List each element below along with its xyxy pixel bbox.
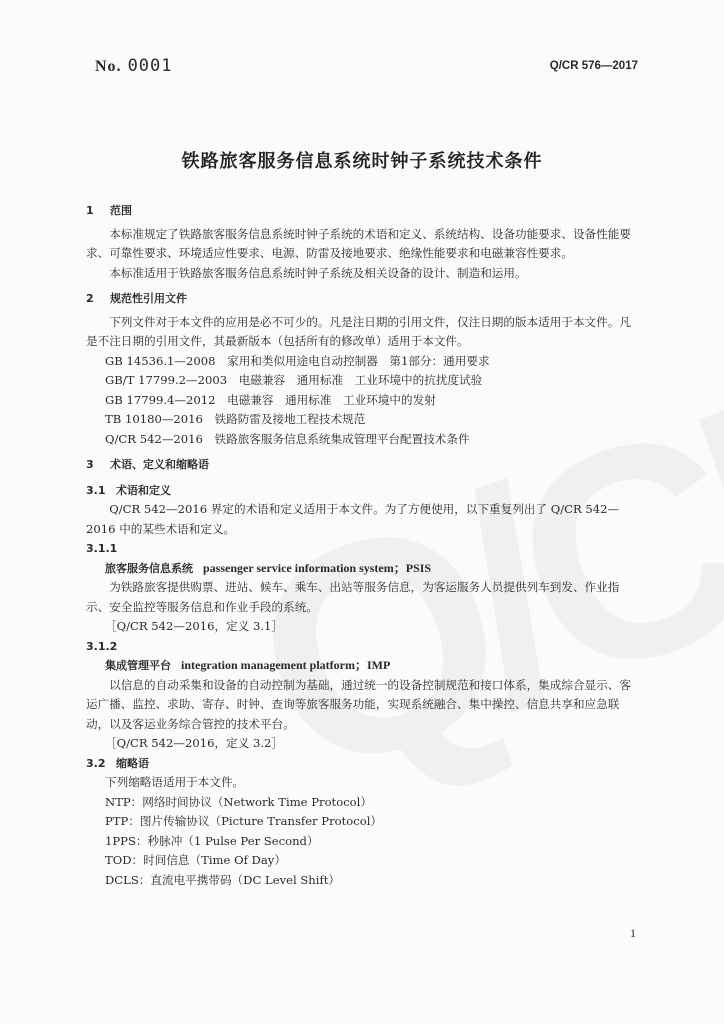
reference-item: GB 17799.4—2012 电磁兼容 通用标准 工业环境中的发射 xyxy=(105,392,436,407)
standard-code: Q/CR 576—2017 xyxy=(549,60,638,72)
abbreviation-item: DCLS：直流电平携带码（DC Level Shift） xyxy=(105,872,341,887)
section-heading-1 xyxy=(86,201,641,221)
term-definition: 为铁路旅客提供购票、进站、候车、乘车、出站等服务信息，为客运服务人员提供列车到发、作业指示、安全监控等服务信息和作业手段的系统。 xyxy=(86,580,620,614)
document-number-value: 0001 xyxy=(127,56,173,76)
page-number: 1 xyxy=(630,926,636,940)
term-number: 3.1.1 xyxy=(86,542,118,555)
abbreviation-item: 1PPS：秒脉冲（1 Pulse Per Second） xyxy=(105,833,319,848)
reference-item: GB 14536.1—2008 家用和类似用途电自动控制器 第1部分：通用要求 xyxy=(105,353,490,368)
section-number: 3 xyxy=(86,458,94,471)
subsection-heading-3-2 xyxy=(86,754,641,774)
paragraph: 本标准适用于铁路旅客服务信息系统时钟子系统及相关设备的设计、制造和运用。 xyxy=(109,265,527,280)
document-title: 铁路旅客服务信息系统时钟子系统技术条件 xyxy=(181,151,543,172)
subsection-number: 3.1 xyxy=(86,483,106,497)
section-heading-3 xyxy=(86,455,641,475)
term-english: integration management platform；IMP xyxy=(181,658,391,672)
section-heading-2 xyxy=(86,289,641,309)
paragraph: 本标准规定了铁路旅客服务信息系统时钟子系统的术语和定义、系统结构、设备功能要求、设备性能要求、可靠性要求、环境适应性要求、电源、防雷及接地要求、绝缘性能要求和电磁兼容性要求。 xyxy=(86,226,631,260)
term-chinese: 集成管理平台 xyxy=(105,659,171,672)
paragraph: 下列缩略语适用于本文件。 xyxy=(105,775,245,789)
paragraph: Q/CR 542—2016 界定的术语和定义适用于本文件。为了方便使用，以下重复列出了 Q/CR 542—2016 中的某些术语和定义。 xyxy=(86,502,620,536)
paragraph: 下列文件对于本文件的应用是必不可少的。凡是注日期的引用文件，仅注日期的版本适用于本文件。凡是不注日期的引用文件，其最新版本（包括所有的修改单）适用于本文件。 xyxy=(86,314,631,348)
abbreviation-item: TOD：时间信息（Time Of Day） xyxy=(105,853,286,867)
section-number: 1 xyxy=(86,204,94,217)
subsection-heading-3-1 xyxy=(86,481,641,501)
term-definition: 以信息的自动采集和设备的自动控制为基础，通过统一的设备控制规范和接口体系，集成综合显示、客运广播、监控、求助、寄存、时钟、查询等旅客服务功能，实现系统融合、集中操控、信息共享和应急联动，以及客运业务综合管控的技术平台。 xyxy=(86,677,631,731)
reference-item: Q/CR 542—2016 铁路旅客服务信息系统集成管理平台配置技术条件 xyxy=(105,431,470,446)
subsection-title: 缩略语 xyxy=(116,756,149,770)
section-title: 范围 xyxy=(110,204,132,217)
section-title: 术语、定义和缩略语 xyxy=(110,458,209,471)
subsection-title: 术语和定义 xyxy=(116,483,171,497)
abbreviation-item: NTP：网络时间协议（Network Time Protocol） xyxy=(105,794,372,809)
term-entry xyxy=(86,559,641,579)
term-chinese: 旅客服务信息系统 xyxy=(105,561,193,575)
term-english: passenger service information system；PSIS xyxy=(203,560,432,575)
section-number: 2 xyxy=(86,292,94,305)
term-source: ［Q/CR 542—2016，定义 3.1］ xyxy=(105,619,284,633)
document-body xyxy=(86,201,641,890)
term-entry xyxy=(86,656,641,676)
term-number: 3.1.2 xyxy=(86,639,118,653)
section-title: 规范性引用文件 xyxy=(110,292,187,305)
reference-item: GB/T 17799.2—2003 电磁兼容 通用标准 工业环境中的抗扰度试验 xyxy=(105,373,483,387)
subsection-number: 3.2 xyxy=(86,756,106,770)
document-number-label: No. xyxy=(95,58,122,75)
abbreviation-item: PTP：图片传输协议（Picture Transfer Protocol） xyxy=(105,814,383,828)
reference-item: TB 10180—2016 铁路防雷及接地工程技术规范 xyxy=(105,412,366,426)
document-number xyxy=(95,56,173,76)
term-source: ［Q/CR 542—2016，定义 3.2］ xyxy=(105,736,284,750)
